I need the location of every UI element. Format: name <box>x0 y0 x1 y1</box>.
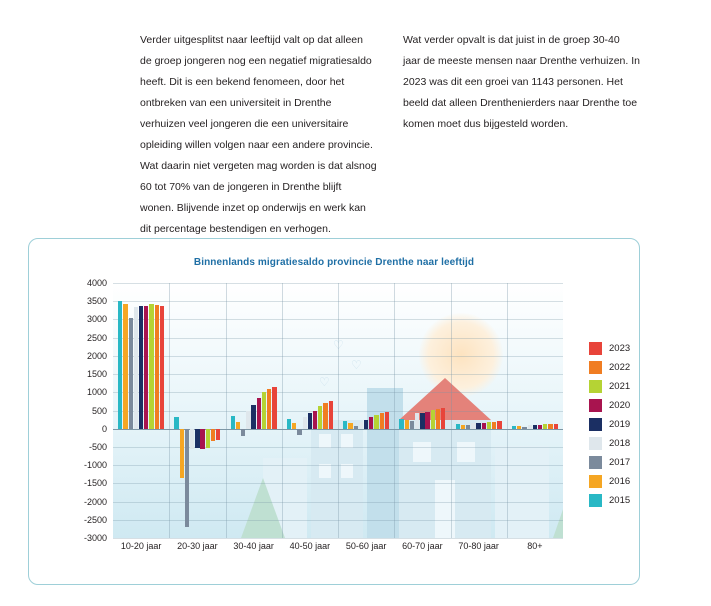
category-separator <box>169 283 170 538</box>
chart-bar <box>528 425 532 428</box>
legend-label: 2022 <box>609 362 631 373</box>
x-axis-tick-label: 80+ <box>527 541 543 551</box>
article-paragraph: Wat verder opvalt is dat juist in de groep 30-40 jaar de meeste mensen naar Drenthe verhuizen. In 2023 was dit een groei van 1143 personen. Het beeld dat alleen Drenthenierders naar Drenthe toe komen moet dus bijgesteld worden. <box>403 34 640 130</box>
chart-bar <box>262 392 266 429</box>
chart-bar <box>144 306 148 428</box>
chart-bar <box>364 420 368 429</box>
chart-bar <box>456 424 460 429</box>
chart-bar <box>415 413 419 428</box>
chart-bar <box>297 429 301 436</box>
chart-bar <box>272 387 276 429</box>
chart-bar <box>313 411 317 429</box>
chart-bar <box>554 424 558 429</box>
legend-item[interactable] <box>589 453 640 472</box>
chart-bar <box>410 421 414 428</box>
legend-swatch <box>589 437 602 450</box>
chart-bar <box>216 429 220 441</box>
chart-bar <box>287 419 291 429</box>
legend-label: 2017 <box>609 457 631 468</box>
y-axis-tick-label: -1000 <box>83 460 107 471</box>
legend-label: 2021 <box>609 381 631 392</box>
x-axis-tick-label: 30-40 jaar <box>233 541 274 551</box>
chart-bar <box>329 401 333 429</box>
chart-bar <box>206 429 210 448</box>
chart-bar <box>543 424 547 428</box>
chart-bar <box>246 411 250 429</box>
chart-bar <box>292 423 296 429</box>
y-axis-tick-label: 4000 <box>86 278 107 288</box>
y-axis-tick-label: 3500 <box>86 296 107 307</box>
article-column-2 <box>403 30 640 240</box>
chart-bar <box>399 419 403 428</box>
legend-swatch <box>589 380 602 393</box>
chart-bar <box>487 422 491 429</box>
category-separator <box>338 283 339 538</box>
x-axis-tick-label: 60-70 jaar <box>402 541 443 551</box>
chart-bar <box>231 416 235 429</box>
category-separator <box>282 283 283 538</box>
x-axis-tick-label: 20-30 jaar <box>177 541 218 551</box>
legend-label: 2018 <box>609 438 631 449</box>
legend-item[interactable] <box>589 434 640 453</box>
y-axis-tick-label: -1500 <box>83 478 107 489</box>
chart-bar <box>517 426 521 429</box>
chart-bar <box>522 427 526 429</box>
y-axis-tick-label: 1500 <box>86 369 107 380</box>
legend-label: 2020 <box>609 400 631 411</box>
legend-swatch <box>589 418 602 431</box>
chart-bar <box>405 420 409 428</box>
chart-bar <box>129 318 133 428</box>
chart-bar <box>476 423 480 429</box>
chart-bar <box>149 304 153 429</box>
heart-icon: ♡ <box>319 375 330 389</box>
chart-bar <box>359 422 363 429</box>
chart-bar <box>461 425 465 429</box>
chart-bar <box>482 423 486 429</box>
chart-bar <box>441 408 445 428</box>
chart-bar <box>380 413 384 428</box>
chart-bar <box>190 429 194 449</box>
chart-bar <box>466 425 470 429</box>
chart-bar <box>308 413 312 428</box>
legend-label: 2023 <box>609 343 631 354</box>
chart-bar <box>343 421 347 428</box>
y-axis-tick-label: 0 <box>101 423 107 434</box>
x-axis-tick-label: 50-60 jaar <box>345 541 387 551</box>
chart-bar <box>374 415 378 429</box>
legend-swatch <box>589 494 602 507</box>
chart-bar <box>538 425 542 429</box>
chart-bar <box>267 389 271 428</box>
chart-bar <box>354 426 358 429</box>
chart-bar <box>318 406 322 429</box>
legend-item[interactable] <box>589 491 640 510</box>
chart-bar <box>323 403 327 429</box>
y-axis-tick-label: 2000 <box>86 350 107 361</box>
chart-bar <box>180 429 184 478</box>
category-separator <box>507 283 508 538</box>
y-axis-tick-label: 500 <box>91 405 107 416</box>
x-axis-tick-label: 40-50 jaar <box>289 541 331 551</box>
chart-bar <box>548 424 552 429</box>
chart-bar <box>195 429 199 449</box>
chart-card <box>28 238 640 585</box>
y-axis-tick-label: -2000 <box>83 496 107 507</box>
chart-bar <box>512 426 516 429</box>
legend-swatch <box>589 475 602 488</box>
legend-swatch <box>589 399 602 412</box>
chart-bar <box>348 423 352 428</box>
legend-label: 2016 <box>609 476 631 487</box>
y-axis-tick-label: -500 <box>88 441 107 452</box>
chart-bar <box>369 417 373 429</box>
article-column-1 <box>140 30 377 240</box>
y-axis-tick-label: 3000 <box>86 314 107 325</box>
legend-item[interactable] <box>589 358 640 377</box>
chart-bar <box>155 305 159 428</box>
chart-bar <box>241 429 245 436</box>
article-text <box>140 30 640 240</box>
chart-bar <box>123 304 127 429</box>
chart-bar <box>236 422 240 429</box>
legend-label: 2015 <box>609 495 631 506</box>
chart-plot-area <box>83 278 563 551</box>
chart-bar <box>533 425 537 429</box>
category-separator <box>394 283 395 538</box>
chart-bar <box>420 413 424 429</box>
legend-item[interactable] <box>589 415 640 434</box>
legend-item[interactable] <box>589 472 640 491</box>
legend-swatch <box>589 361 602 374</box>
article-paragraph: Verder uitgesplitst naar leeftijd valt op dat alleen de groep jongeren nog een negatief migratiesaldo heeft. Dit is een bekend fenomeen, door het ontbreken van een universiteit in Drenthe verhuizen veel jongeren die een universitaire opleiding willen volgen naar een andere provincie. Wat daarin niet vergeten mag worden is dat alsnog 60 tot 70% van de jongeren in Drenthe blijft wonen. Blijvende inzet op onderwijs en werk kan dit percentage bestendigen en verhogen. <box>140 34 377 235</box>
chart-bar <box>425 412 429 429</box>
chart-bar <box>385 412 389 428</box>
legend-swatch <box>589 456 602 469</box>
chart-bar <box>257 398 261 428</box>
chart-legend <box>589 339 640 510</box>
chart-bar <box>174 417 178 429</box>
chart-bar <box>471 423 475 428</box>
chart-bar <box>497 421 501 428</box>
legend-label: 2019 <box>609 419 631 430</box>
heart-icon: ♡ <box>333 338 344 352</box>
chart-bar <box>134 307 138 428</box>
chart-bar <box>139 306 143 429</box>
legend-item[interactable] <box>589 396 640 415</box>
chart-bar <box>431 410 435 429</box>
category-separator <box>226 283 227 538</box>
legend-swatch <box>589 342 602 355</box>
x-axis-tick-label: 10-20 jaar <box>120 541 162 551</box>
chart-bar <box>303 417 307 429</box>
chart-bar <box>200 429 204 450</box>
x-axis-tick-label: 70-80 jaar <box>458 541 499 551</box>
legend-item[interactable] <box>589 377 640 396</box>
chart-bar <box>185 429 189 527</box>
y-axis-tick-label: -3000 <box>83 533 107 543</box>
chart-bar <box>251 405 255 429</box>
chart-title: Binnenlands migratiesaldo provincie Drenthe naar leeftijd <box>193 257 475 268</box>
chart-bar <box>436 409 440 429</box>
y-axis-tick-label: 1000 <box>86 387 107 398</box>
category-separator <box>451 283 452 538</box>
chart-bar <box>160 306 164 429</box>
chart-bar <box>211 429 215 441</box>
chart-bar <box>492 422 496 429</box>
heart-icon: ♡ <box>351 358 362 372</box>
chart-bar <box>118 301 122 429</box>
legend-item[interactable] <box>589 339 640 358</box>
y-axis-tick-label: -2500 <box>83 514 107 525</box>
y-axis-tick-label: 2500 <box>86 332 107 343</box>
gridline <box>113 538 563 539</box>
